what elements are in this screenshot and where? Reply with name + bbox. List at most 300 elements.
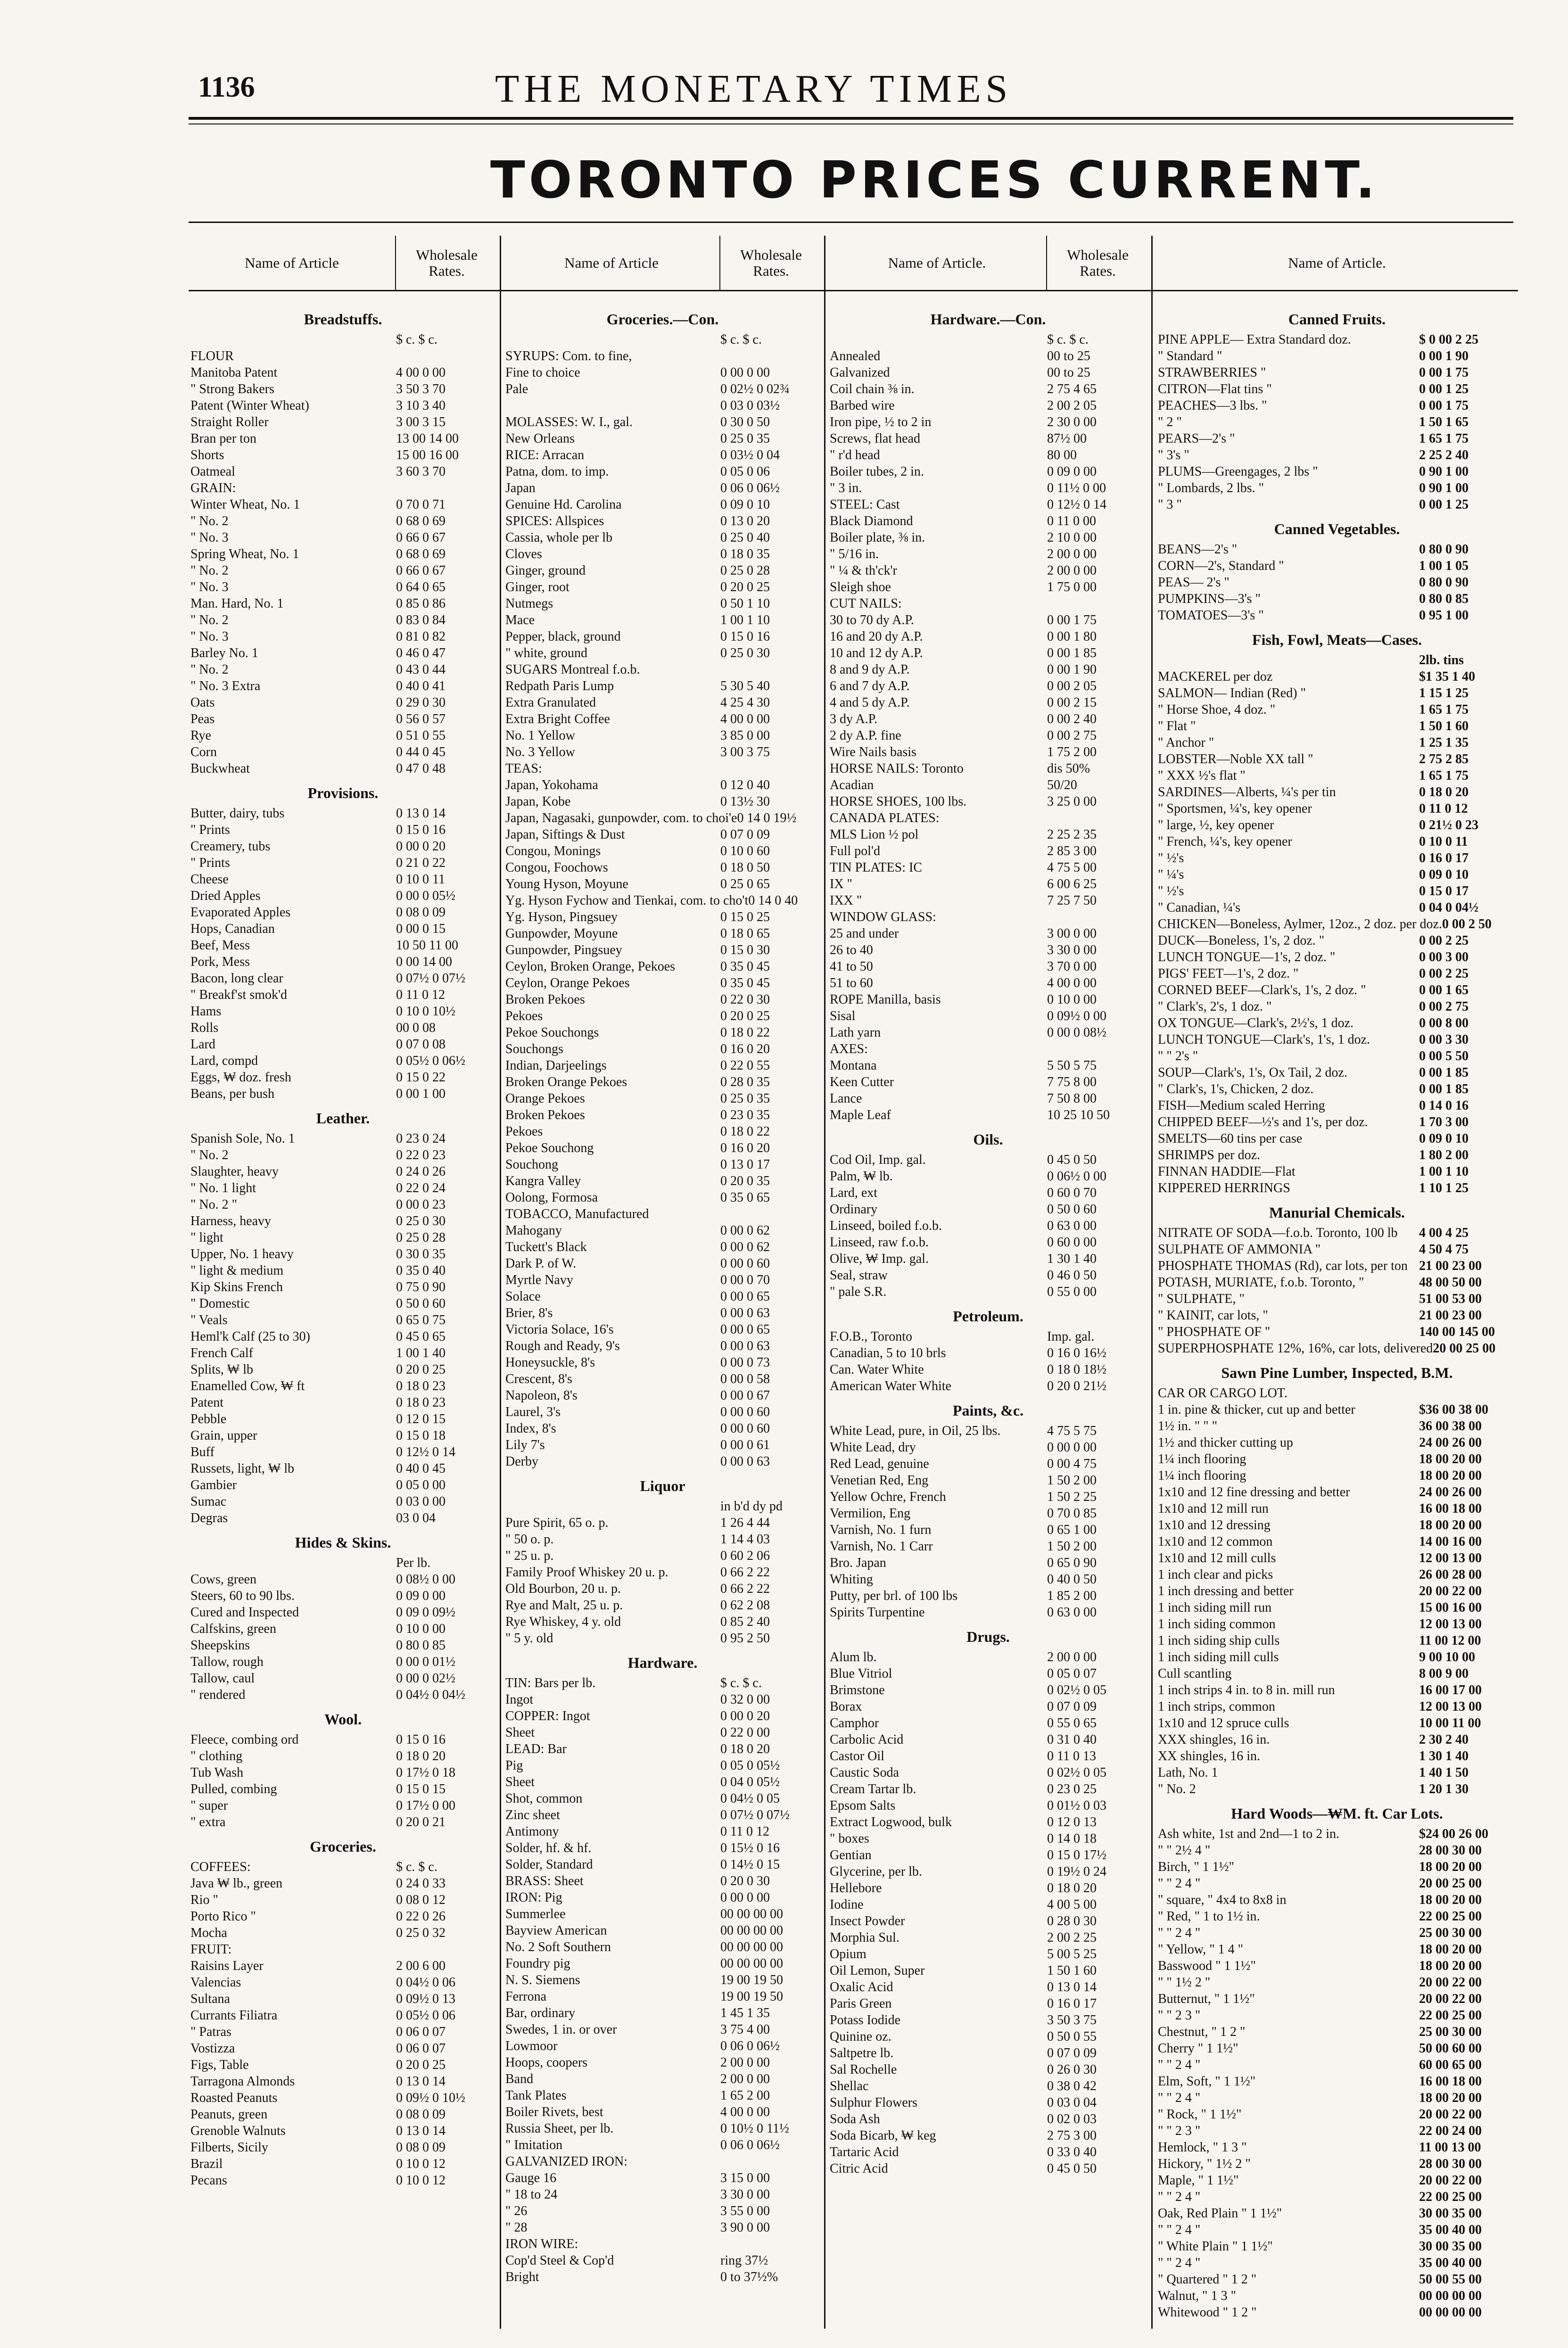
wholesale-rate: 0 00 0 62 [720, 1240, 770, 1254]
wholesale-rate: 0 10½ 0 11½ [720, 2121, 789, 2136]
article-name: Buckwheat [190, 761, 250, 776]
price-row [503, 381, 822, 397]
price-row [828, 463, 1148, 480]
article-name: Solace [505, 1289, 541, 1304]
article-name: Sal Rochelle [830, 2062, 897, 2077]
wholesale-rate: 0 00 2 75 [1047, 728, 1097, 743]
price-row [828, 1665, 1148, 1682]
wholesale-rate: 30 00 35 00 [1419, 2206, 1482, 2221]
wholesale-rate: 22 00 25 00 [1419, 1909, 1482, 1924]
price-row [828, 1439, 1148, 1456]
wholesale-rate: 0 00 1 65 [1419, 983, 1469, 997]
price-row [503, 1597, 822, 1614]
wholesale-rate: 0 02½ 0 05 [1047, 1765, 1106, 1780]
article-name: " rendered [190, 1688, 246, 1702]
price-row [503, 1988, 822, 2005]
wholesale-rate: 1 50 1 65 [1419, 415, 1469, 429]
section-heading: Hard Woods—₩M. ft. Car Lots. [1231, 1805, 1443, 1822]
price-row [503, 826, 822, 843]
wholesale-rate: 0 25 0 35 [720, 431, 770, 446]
price-row [503, 1889, 822, 1906]
wholesale-rate: 0 50 0 55 [1047, 2029, 1097, 2044]
price-row [828, 661, 1148, 678]
price-row [189, 987, 497, 1003]
wholesale-rate: 0 63 0 00 [1047, 1605, 1097, 1620]
article-name: Full pol'd [830, 844, 880, 858]
article-name: Russia Sheet, per lb. [505, 2121, 614, 2136]
price-row [828, 1152, 1148, 1168]
wholesale-rate: 0 55 0 00 [1047, 1285, 1097, 1299]
wholesale-rate: 9 00 10 00 [1419, 1650, 1475, 1664]
price-row [1156, 1258, 1518, 1274]
price-row [828, 1168, 1148, 1185]
wholesale-rate: 13 00 14 00 [396, 431, 459, 446]
price-row [828, 777, 1148, 793]
wholesale-rate: 1 45 1 35 [720, 2006, 770, 2020]
article-name: " Quartered " 1 2 " [1158, 2272, 1257, 2287]
wholesale-rate: 0 11 0 13 [1047, 1749, 1096, 1763]
article-name: Pork, Mess [190, 955, 250, 969]
article-name: 1¼ inch flooring [1158, 1452, 1246, 1466]
article-name [189, 1555, 396, 1571]
article-name: " Canadian, ¼'s [1158, 900, 1241, 915]
price-row [189, 1411, 497, 1427]
wholesale-rate: 0 05½ 0 06½ [396, 1054, 465, 1068]
price-row [503, 1024, 822, 1041]
article-name: Opium [830, 1947, 867, 1961]
price-row [1156, 2007, 1518, 2024]
wholesale-rate: 0 20 0 25 [720, 580, 770, 594]
price-row [828, 1896, 1148, 1913]
article-name: " " 2 4 " [1158, 2091, 1201, 2105]
wholesale-rate: 0 70 0 85 [1047, 1506, 1097, 1521]
price-row [189, 463, 497, 480]
wholesale-rate: 2 75 2 85 [1419, 752, 1469, 766]
article-name: " " 2 3 " [1158, 2008, 1201, 2023]
price-row [1156, 1665, 1518, 1682]
article-name: Hams [190, 1004, 222, 1019]
wholesale-rate: 0 25 0 28 [396, 1230, 446, 1245]
price-row [828, 876, 1148, 892]
section-heading: Canned Fruits. [1288, 311, 1386, 328]
price-row [189, 1941, 497, 1958]
price-row [828, 2012, 1148, 2028]
article-name: CAR OR CARGO LOT. [1158, 1386, 1287, 1401]
price-row [1156, 1941, 1518, 1958]
article-name: DUCK—Boneless, 1's, 2 doz. " [1158, 933, 1325, 948]
article-name: " No. 2 " [190, 1197, 238, 1212]
price-row [828, 331, 1148, 348]
price-row [1156, 447, 1518, 463]
article-name: RICE: Arracan [505, 448, 585, 462]
wholesale-rate: 4 75 5 00 [1047, 860, 1097, 875]
wholesale-rate: 0 40 0 41 [396, 679, 446, 693]
price-row [1156, 932, 1518, 949]
wholesale-rate: 0 22 0 55 [720, 1058, 770, 1073]
price-row [189, 727, 497, 744]
wholesale-rate: 0 00 1 75 [1047, 613, 1097, 627]
article-name: Swedes, 1 in. or over [505, 2022, 617, 2037]
article-name: Mocha [190, 1926, 227, 1940]
wholesale-rate: 10 50 11 00 [396, 938, 458, 953]
wholesale-rate: 1 50 2 25 [1047, 1490, 1097, 1504]
section-heading: Liquor [640, 1477, 685, 1494]
top-rule [189, 117, 1513, 120]
article-name: " Sportsmen, ¼'s, key opener [1158, 801, 1312, 816]
article-name: Filberts, Sicily [190, 2140, 268, 2155]
article-name: SARDINES—Alberts, ¼'s per tin [1158, 785, 1336, 799]
price-row [828, 892, 1148, 909]
price-row [503, 1939, 822, 1955]
wholesale-rate: 00 00 00 00 [1419, 2305, 1482, 2320]
price-row [503, 793, 822, 810]
price-row [503, 1790, 822, 1807]
wholesale-rate: 0 07 0 09 [1047, 1699, 1097, 1714]
article-name: " 3 in. [830, 481, 862, 495]
wholesale-rate: 7 50 8 00 [1047, 1091, 1097, 1106]
price-row [189, 348, 497, 364]
price-row [1156, 965, 1518, 982]
price-row [1156, 1307, 1518, 1324]
wholesale-rate: 0 06 0 07 [396, 2025, 446, 2039]
price-row [503, 2087, 822, 2104]
price-row [1156, 1451, 1518, 1467]
wholesale-rate: 0 75 0 90 [396, 1280, 446, 1294]
wholesale-rate: 3 00 0 00 [1047, 926, 1097, 941]
wholesale-rate: 2 25 2 40 [1419, 448, 1469, 462]
wholesale-rate: 20 00 22 00 [1419, 2107, 1482, 2122]
price-row [1156, 1324, 1518, 1340]
article-name: " large, ½, key opener [1158, 818, 1274, 832]
price-row [1156, 1180, 1518, 1196]
wholesale-rate: 0 35 0 65 [720, 1190, 770, 1205]
article-name: " No. 3 [190, 530, 229, 545]
price-row [1156, 607, 1518, 624]
article-name: Butter, dairy, tubs [190, 806, 285, 821]
wholesale-rate: 24 00 26 00 [1419, 1435, 1482, 1450]
price-row [1156, 982, 1518, 998]
price-row [503, 727, 822, 744]
price-row [189, 397, 497, 414]
price-row [189, 2007, 497, 2024]
wholesale-rate: 00 00 00 00 [720, 1907, 783, 1921]
article-name: Shot, common [505, 1791, 583, 1806]
price-row [828, 991, 1148, 1008]
article-name: " 5/16 in. [830, 547, 879, 561]
column-2-body [503, 290, 822, 2285]
wholesale-rate: 0 25 0 40 [720, 530, 770, 545]
wholesale-rate: 0 14 0 40 [748, 893, 798, 908]
wholesale-rate: 0 85 2 40 [720, 1615, 770, 1629]
price-row [503, 1338, 822, 1354]
price-row [189, 2057, 497, 2073]
wholesale-rate: 51 00 53 00 [1419, 1292, 1482, 1306]
article-name: Napoleon, 8's [505, 1388, 578, 1403]
article-name: FLOUR [190, 349, 234, 363]
price-row [1156, 1418, 1518, 1434]
price-row [503, 1057, 822, 1074]
price-row [1156, 1064, 1518, 1081]
price-row [503, 1873, 822, 1889]
article-name: Potass Iodide [830, 2013, 901, 2027]
wholesale-rate: 1 65 2 00 [720, 2088, 770, 2103]
price-row [189, 1003, 497, 1020]
article-name: 26 to 40 [830, 943, 873, 957]
wholesale-rate: 1 15 1 25 [1419, 686, 1469, 700]
price-row [503, 1581, 822, 1597]
price-row [1156, 1925, 1518, 1941]
price-row [828, 1057, 1148, 1074]
wholesale-rate: 4 00 0 00 [1047, 976, 1097, 990]
article-name: Rye [190, 728, 211, 743]
article-name: " KAINIT, car lots, " [1158, 1308, 1268, 1323]
wholesale-rate: 5 30 5 40 [720, 679, 770, 693]
wholesale-rate: 0 10 0 00 [396, 1622, 446, 1636]
wholesale-rate: $36 00 38 00 [1419, 1402, 1488, 1417]
name-header: Name of Article. [888, 254, 986, 271]
article-name: Screws, flat head [830, 431, 921, 446]
price-row [503, 1008, 822, 1024]
wholesale-rate: 20 00 25 00 [1433, 1341, 1496, 1356]
price-row [503, 1823, 822, 1840]
price-row [503, 1074, 822, 1090]
wholesale-rate: 0 13 0 14 [396, 806, 446, 821]
article-name: Souchong [505, 1157, 558, 1172]
price-row [189, 1053, 497, 1069]
article-name: Iron pipe, ½ to 2 in [830, 415, 932, 429]
wholesale-rate: 2 75 3 00 [1047, 2128, 1097, 2143]
article-name: " Prints [190, 856, 230, 870]
wholesale-rate: 0 09 0 00 [1047, 464, 1097, 479]
wholesale-rate: 0 50 1 10 [720, 596, 770, 611]
price-row [828, 1649, 1148, 1665]
price-row [1156, 1566, 1518, 1583]
wholesale-rate: 0 80 0 85 [1419, 592, 1469, 606]
price-row [189, 1378, 497, 1394]
price-row [503, 1090, 822, 1107]
article-name: Cheese [190, 872, 229, 887]
wholesale-rate [1047, 909, 1148, 925]
article-name: " No. 2 [190, 563, 229, 578]
wholesale-rate: 0 15 0 16 [396, 823, 446, 837]
price-row [828, 496, 1148, 513]
wholesale-rate: 0 06½ 0 00 [1047, 1169, 1106, 1184]
article-name: Basswood " 1 1½" [1158, 1959, 1256, 1973]
wholesale-rate: 0 22 0 26 [396, 1909, 446, 1924]
article-name: " " 2 4 " [1158, 1876, 1201, 1891]
article-name: Citric Acid [830, 2161, 888, 2176]
price-row [828, 2127, 1148, 2144]
price-row [503, 1922, 822, 1939]
wholesale-rate: 36 00 38 00 [1419, 1419, 1482, 1434]
price-row [189, 1180, 497, 1196]
article-name: Cassia, whole per lb [505, 530, 613, 545]
price-row [1156, 1649, 1518, 1665]
article-name: Beans, per bush [190, 1087, 275, 1101]
column-3-body [828, 290, 1148, 2177]
article-name: Ginger, ground [505, 563, 586, 578]
article-name: PEARS—2's " [1158, 431, 1235, 446]
price-row [828, 1107, 1148, 1123]
article-name: F.O.B., Toronto [830, 1329, 912, 1344]
article-name: Acadian [830, 778, 874, 792]
price-row [503, 1807, 822, 1823]
article-name: " clothing [190, 1749, 243, 1763]
article-name: Japan, Yokohama [505, 778, 598, 792]
wholesale-rate: 0 06 0 06½ [720, 2039, 780, 2053]
price-row [828, 1378, 1148, 1394]
price-row [189, 1637, 497, 1654]
article-name: " " 2 3 " [1158, 2124, 1201, 2138]
price-row [189, 970, 497, 987]
wholesale-rate: 2 75 4 65 [1047, 382, 1097, 396]
wholesale-rate: 18 00 20 00 [1419, 2091, 1482, 2105]
price-row [503, 1305, 822, 1321]
wholesale-rate: 0 22 0 23 [396, 1148, 446, 1162]
price-row [1156, 1517, 1518, 1533]
price-row [189, 904, 497, 921]
wholesale-rate: 0 18 0 18½ [1047, 1362, 1106, 1377]
price-row [189, 628, 497, 645]
price-row [503, 1354, 822, 1371]
wholesale-rate: 2 00 2 05 [1047, 398, 1097, 413]
article-name: 1 in. pine & thicker, cut up and better [1158, 1402, 1355, 1417]
wholesale-rate: 0 15 0 18 [396, 1428, 446, 1443]
wholesale-rate: 0 16 0 20 [720, 1042, 770, 1056]
article-name: Calfskins, green [190, 1622, 276, 1636]
price-row [828, 1423, 1148, 1439]
article-name: Kangra Valley [505, 1174, 581, 1188]
wholesale-rate: 21 00 23 00 [1419, 1308, 1482, 1323]
wholesale-rate: 3 00 3 15 [396, 415, 446, 429]
wholesale-rate [720, 661, 822, 678]
article-name: Boiler tubes, 2 in. [830, 464, 924, 479]
article-name: Japan, Siftings & Dust [505, 827, 625, 842]
article-name: SMELTS—60 tins per case [1158, 1131, 1303, 1146]
article-name: NITRATE OF SODA—f.o.b. Toronto, 100 lb [1158, 1226, 1398, 1240]
price-row [828, 1979, 1148, 1995]
wholesale-rate: $ c. $ c. [396, 332, 437, 347]
price-row [503, 777, 822, 793]
price-row [503, 1041, 822, 1057]
article-name: Heml'k Calf (25 to 30) [190, 1329, 310, 1344]
wholesale-rate: 0 18 0 23 [396, 1379, 446, 1393]
price-row [503, 1630, 822, 1647]
article-name: Yg. Hyson, Pingsuey [505, 910, 618, 924]
price-row [828, 1090, 1148, 1107]
wholesale-rate: 1 65 1 75 [1419, 431, 1469, 446]
wholesale-rate: 0 04 0 04½ [1419, 900, 1478, 915]
wholesale-rate: 0 00 5 50 [1419, 1049, 1469, 1063]
wholesale-rate: 0 00 2 15 [1047, 695, 1097, 710]
wholesale-rate: 00 to 25 [1047, 349, 1090, 363]
article-name: Borax [830, 1699, 862, 1714]
wholesale-rate: 7 75 8 00 [1047, 1075, 1097, 1089]
article-name: Bar, ordinary [505, 2006, 576, 2020]
price-row [1156, 2172, 1518, 2189]
price-row [189, 430, 497, 447]
price-row [189, 1460, 497, 1477]
wholesale-rate: 1 00 1 05 [1419, 559, 1469, 573]
article-name: Rye and Malt, 25 u. p. [505, 1598, 623, 1613]
wholesale-rate: 26 00 28 00 [1419, 1567, 1482, 1582]
wholesale-rate: 0 26 0 30 [1047, 2062, 1097, 2077]
article-name: French Calf [190, 1346, 253, 1360]
price-row [189, 546, 497, 562]
wholesale-rate: 0 00 2 50 [1442, 917, 1492, 931]
article-name: 1½ and thicker cutting up [1158, 1435, 1293, 1450]
price-row [828, 480, 1148, 496]
article-name: Slaughter, heavy [190, 1164, 279, 1179]
price-row [503, 1123, 822, 1140]
article-name: Congou, Monings [505, 844, 601, 858]
price-row [189, 2090, 497, 2106]
article-name [503, 1498, 720, 1515]
wholesale-rate: 0 25 0 30 [720, 646, 770, 660]
article-name: Rio " [190, 1893, 218, 1907]
price-row [828, 1555, 1148, 1571]
article-name: SULPHATE OF AMMONIA " [1158, 1242, 1321, 1257]
wholesale-rate: 0 45 0 50 [1047, 2161, 1097, 2176]
price-row [1156, 364, 1518, 381]
wholesale-rate: 0 18 0 20 [396, 1749, 446, 1763]
article-name: " extra [190, 1815, 226, 1829]
price-row [503, 1420, 822, 1437]
section-heading: Breadstuffs. [304, 311, 382, 328]
page-number: 1136 [198, 71, 255, 103]
price-row [1156, 1048, 1518, 1064]
wholesale-rate: 2 25 2 35 [1047, 827, 1097, 842]
article-name: Pig [505, 1758, 523, 1773]
price-row [503, 1404, 822, 1420]
wholesale-rate: 0 00 2 75 [1419, 999, 1469, 1014]
wholesale-rate: 0 00 1 00 [396, 1087, 446, 1101]
price-row [828, 628, 1148, 645]
article-name: FINNAN HADDIE—Flat [1158, 1164, 1296, 1179]
wholesale-rate: 2 00 0 00 [720, 2055, 770, 2070]
price-row [503, 331, 822, 348]
wholesale-rate: 22 00 24 00 [1419, 2124, 1482, 2138]
article-name: " Anchor " [1158, 735, 1214, 750]
wholesale-rate: 1 50 1 60 [1047, 1963, 1097, 1978]
wholesale-rate: 0 38 0 42 [1047, 2079, 1097, 2093]
price-row [189, 645, 497, 661]
price-row [828, 925, 1148, 942]
price-row [503, 2252, 822, 2269]
article-name: 2 dy A.P. fine [830, 728, 901, 743]
article-name: Tallow, rough [190, 1655, 264, 1669]
wholesale-rate: $ c. $ c. [396, 1860, 437, 1874]
article-name [503, 331, 720, 348]
wholesale-rate: 22 00 25 00 [1419, 2190, 1482, 2204]
article-name: Grenoble Walnuts [190, 2124, 286, 2138]
article-name: " super [190, 1798, 228, 1813]
article-name: Pebble [190, 1412, 227, 1426]
price-row [1156, 1764, 1518, 1781]
article-name: Carbolic Acid [830, 1732, 904, 1747]
article-name: " Flat " [1158, 719, 1196, 733]
wholesale-rate: 0 11 0 12 [1419, 801, 1468, 816]
price-row [503, 1724, 822, 1741]
wholesale-rate: 0 25 0 28 [720, 563, 770, 578]
price-row [503, 463, 822, 480]
wholesale-rate: 0 31 0 40 [1047, 1732, 1097, 1747]
article-name: 3 dy A.P. [830, 712, 878, 726]
price-row [828, 645, 1148, 661]
article-name: " 2 " [1158, 415, 1182, 429]
wholesale-rate: 2lb. tins [1419, 653, 1464, 667]
price-row [828, 1505, 1148, 1522]
